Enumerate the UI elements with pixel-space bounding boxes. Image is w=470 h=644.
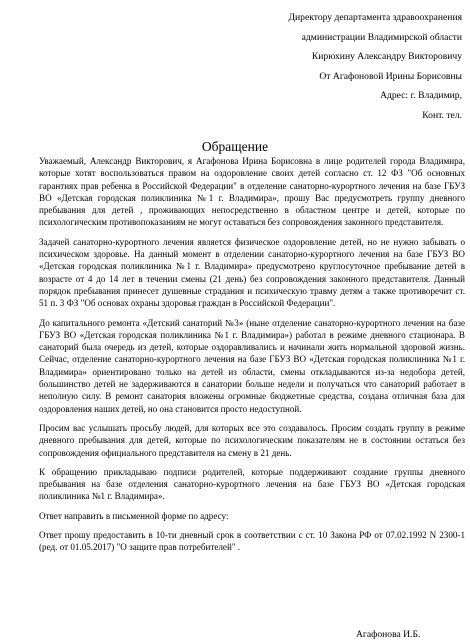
signature: Агафонова И.Б.	[356, 629, 421, 640]
paragraph-response-deadline: Ответ прошу предоставить в 10-ти дневный срок в соответствии с ст. 10 Закона РФ от 07.02.1992 N 2300-1 (ред. от 01.05.2017) "О защите прав потребителей" .	[39, 530, 465, 553]
addressee-line-2: администрации Владимирской области	[301, 31, 462, 43]
addressee-line-3: Кирюхину Александру Викторовичу	[311, 51, 462, 63]
document-title: Обращение	[201, 139, 269, 154]
address-line: Адрес: г. Владимир,	[380, 90, 462, 102]
paragraph-response-address: Ответ направить в письменной форме по адресу:	[39, 510, 229, 521]
addressee-line-1: Директору департамента здравоохранения	[288, 12, 462, 23]
contact-phone-line: Конт. тел.	[422, 109, 462, 121]
paragraph-plea: Просим вас услышать просьбу людей, для которых все это создавалось. Просим создать группу в режиме дневного пребывания для детей, которые по психологическим показателям не в состоянии остаться без сопровождения официального представителя на смену в 21 день.	[39, 422, 465, 458]
paragraph-request: Уважаемый, Александр Викторович, я Агафонова Ирина Борисовна в лице родителей города Владимира, которые хотят воспользоваться правом на оздоровление своих детей согласно ст. 12 ФЗ "Об основных гарантиях прав ребенка в Российской Федерации" в отделение санаторно-курортного лечения на базе ГБУЗ ВО «Детская городская поликлиника №1 г. Владимира», прошу Вас предусмотреть группу дневного пребывания для детей , проживающих непосредственно в областном центре и детей, которые по психологическим противопоказаниям не могут оставаться без сопровождения законного представителя.	[39, 156, 465, 228]
document-body	[39, 155, 465, 561]
addressee-block	[202, 8, 462, 126]
paragraph-history: До капитального ремонта «Детский санаторий №3» (ныне отделение санаторно-курортного лечения на базе ГБУЗ ВО «Детская городская поликлиника №1 г. Владимира») работал в режиме дневного стационара. В санаторий была очередь из детей, которые оздоравливались и начинали жить нормальной здоровой жизнь. Сейчас, отделение санаторно-курортного лечения на базе ГБУЗ ВО «Детская городская поликлиника №1 г. Владимира» ориентировано только на детей из области, смены откладываются из-за недобора детей, большинство детей не задерживаются в санатории больше недели и получаться что санаторий работает в неполную силу. В ремонт санатория вложены огромные бюджетные средства, создана отличная база для оздоровления наших детей, но она становится просто недоступной.	[39, 317, 465, 414]
sender-line: От Агафоновой Ирины Борисовны	[319, 70, 462, 82]
paragraph-attachment: К обращению прикладываю подписи родителей, которые поддерживают создание группы дневного пребывания на базе отделения санаторно-курортного лечения на базе ГБУЗ ВО «Детская городская поликлиника №1 г. Владимира».	[39, 466, 465, 502]
paragraph-problem: Задачей санаторно-курортного лечения является физическое оздоровление детей, но не нужно забывать о психическом здоровье. На данный момент в отделении санаторно-курортного лечения на базе ГБУЗ ВО «Детская городская поликлиника №1 г. Владимира» предусмотрено круглосуточное пребывание детей в возрасте от 4 до 14 лет в течении смены (21 день) без сопровождения законного представителя. Данный порядок пребывания принесет душевные страдания и психическую травму детям а также противоречит ст. 51 п. 3 ФЗ "Об основах охраны здоровья граждан в Российской Федерации".	[39, 236, 465, 309]
